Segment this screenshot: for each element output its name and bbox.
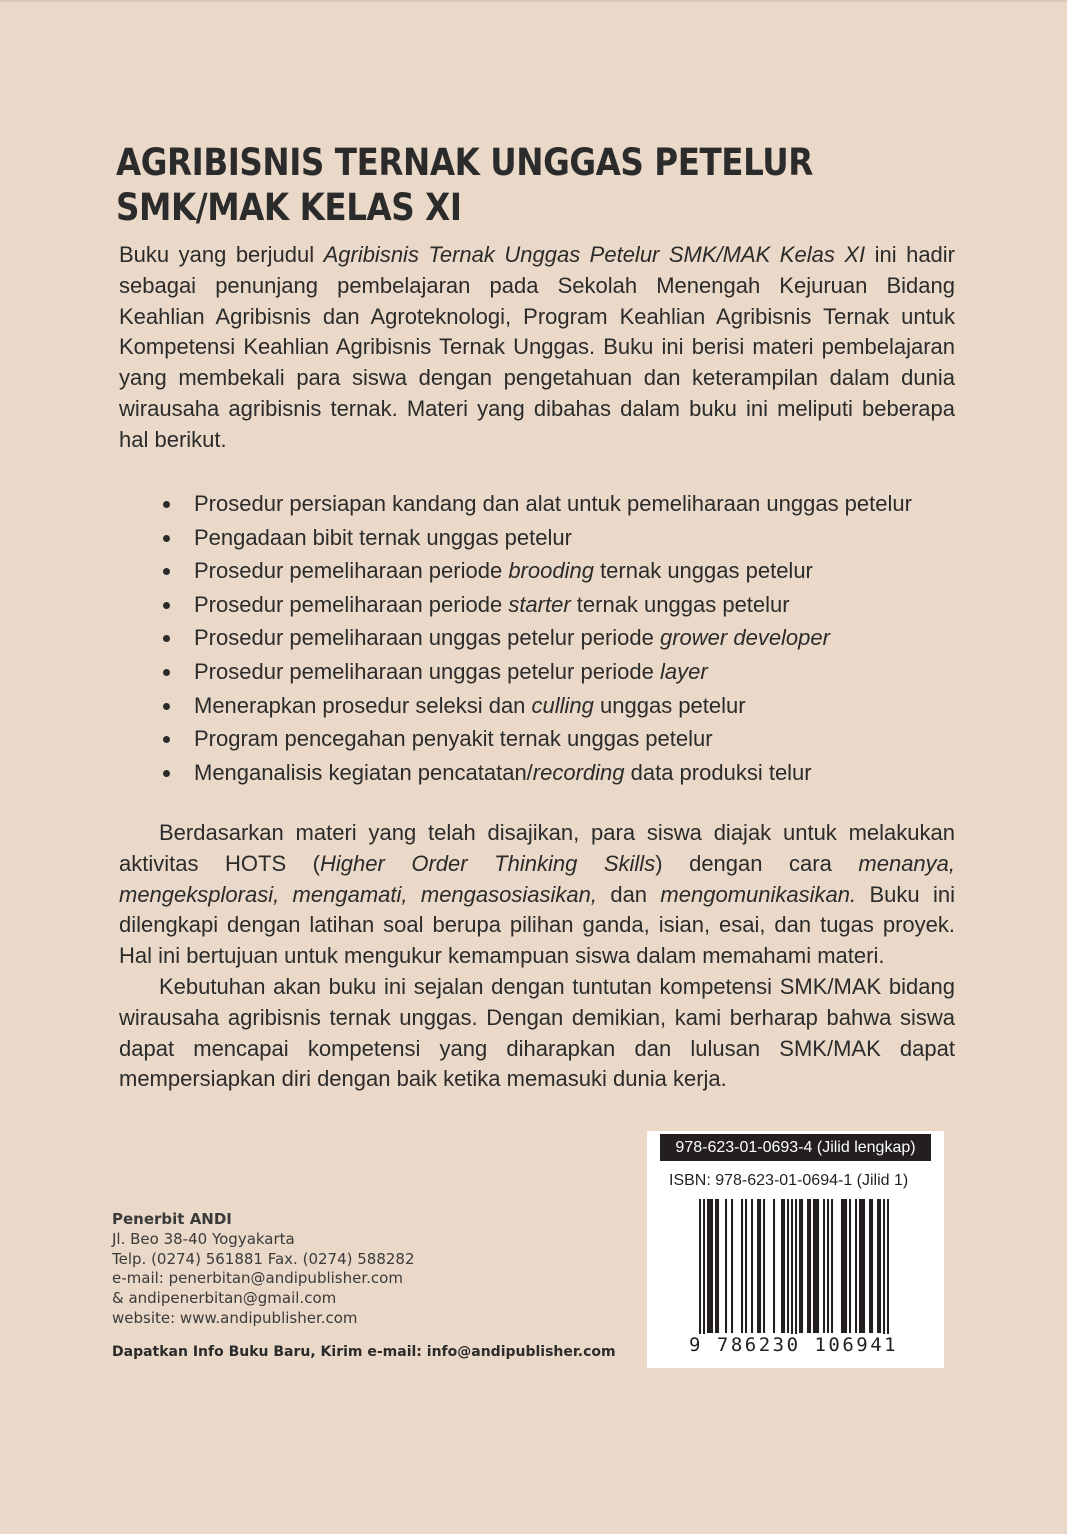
barcode-bar [703,1199,705,1347]
barcode-bar [741,1199,743,1333]
barcode-bar [773,1199,775,1333]
topic-list [160,487,912,789]
closing-paragraph-1: Berdasarkan materi yang telah disajikan, para siswa diajak untuk melakukan aktivitas HOTS (Higher Order Thinking Skills) dengan cara menanya, mengeksplorasi, mengamati, mengasosiasikan, dan mengomunikasikan. Buku ini dilengkapi dengan latihan soal berupa pilihan ganda, isian, esai, dan tugas proyek. Hal ini bertujuan untuk mengukur kemampuan siswa dalam memahami materi. [119,820,956,969]
isbn-block [647,1131,944,1368]
barcode-bar [817,1199,819,1333]
barcode-bar [791,1199,793,1347]
barcode-bar [859,1199,861,1333]
topic-item: Program pencegahan penyakit ternak unggas petelur [160,722,912,756]
barcode-bar [861,1199,863,1333]
barcode-bar [807,1199,809,1333]
publisher-address: Jl. Beo 38-40 Yogyakarta [112,1229,295,1248]
barcode-bar [763,1199,765,1333]
barcode-bar [715,1199,717,1333]
book-title-line1: AGRIBISNIS TERNAK UNGGAS PETELUR [116,141,813,184]
barcode-bar [843,1199,845,1333]
publisher-info [112,1210,415,1329]
barcode-bar [827,1199,829,1333]
topic-item: Prosedur persiapan kandang dan alat untuk pemeliharaan unggas petelur [160,487,912,521]
topic-item: Menerapkan prosedur seleksi dan culling unggas petelur [160,689,912,723]
barcode-bar [699,1199,701,1347]
topic-item: Prosedur pemeliharaan unggas petelur periode layer [160,655,912,689]
barcode-bar [849,1199,851,1333]
barcode-bar [799,1199,801,1333]
topic-item: Pengadaan bibit ternak unggas petelur [160,521,912,555]
intro-paragraph [119,240,955,456]
barcode-bar [815,1199,817,1333]
book-title [116,140,813,230]
barcode-bar [801,1199,803,1333]
barcode-bar [845,1199,847,1333]
topic-item: Prosedur pemeliharaan periode starter ternak unggas petelur [160,588,912,622]
barcode-bar [855,1199,857,1333]
barcode-bar [711,1199,713,1333]
publisher-name: Penerbit ANDI [112,1210,232,1228]
barcode-bar [759,1199,761,1333]
barcode-bar [707,1199,709,1333]
topic-item: Prosedur pemeliharaan unggas petelur periode grower developer [160,621,912,655]
publisher-email: e-mail: penerbitan@andipublisher.com [112,1269,403,1288]
intro-suffix: ini hadir sebagai penunjang pembelajaran pada Sekolah Menengah Kejuruan Bidang Keahlian Agribisnis dan Agroteknologi, Program Keahlian Agribisnis Ternak untuk Kompetensi Keahlian Agribisnis Ternak Unggas. Buku ini berisi materi pembelajaran yang membekali para siswa dengan pengetahuan dan keterampilan dalam dunia wirausaha agribisnis ternak. Materi yang dibahas dalam buku ini meliputi beberapa hal berikut. [119,242,956,452]
barcode-bar [887,1199,889,1347]
barcode-bar [781,1199,783,1333]
new-book-info: Dapatkan Info Buku Baru, Kirim e-mail: info@andipublisher.com [112,1344,616,1360]
isbn-volume-label: ISBN: 978-623-01-0694-1 (Jilid 1) [669,1172,909,1189]
barcode-bar [877,1199,879,1333]
barcode-bar [869,1199,871,1333]
barcode-bar [745,1199,747,1333]
barcode-bar [863,1199,865,1333]
barcode-bar [751,1199,753,1333]
barcode-bar [725,1199,727,1333]
barcode-bar [883,1199,885,1347]
barcode-bar [841,1199,843,1333]
barcode-image [699,1199,889,1347]
barcode-bar [813,1199,815,1333]
barcode-bar [757,1199,759,1333]
barcode-bar [871,1199,873,1333]
barcode-bar [731,1199,733,1333]
barcode-bar [795,1199,797,1347]
barcode-bar [709,1199,711,1333]
topic-item: Prosedur pemeliharaan periode brooding ternak unggas petelur [160,554,912,588]
barcode-bar [879,1199,881,1333]
topic-item: Menganalisis kegiatan pencatatan/recording data produksi telur [160,756,912,790]
publisher-phone: Telp. (0274) 561881 Fax. (0274) 588282 [112,1249,415,1268]
barcode-bar [717,1199,719,1333]
barcode-bar [787,1199,789,1333]
barcode-bar [783,1199,785,1333]
isbn-complete-label: 978-623-01-0693-4 (Jilid lengkap) [660,1134,931,1161]
closing-paragraph-2: Kebutuhan akan buku ini sejalan dengan tuntutan kompetensi SMK/MAK bidang wirausaha agribisnis ternak unggas. Dengan demikian, kami berharap bahwa siswa dapat mencapai kompetensi yang diharapkan dan lulusan SMK/MAK dapat mempersiapkan diri dengan baik ketika memasuki dunia kerja. [119,973,955,1092]
book-title-line2: SMK/MAK KELAS XI [116,186,462,229]
barcode-bar [809,1199,811,1333]
barcode-bar [823,1199,825,1333]
publisher-website: website: www.andipublisher.com [112,1308,358,1327]
closing-section [119,818,955,1095]
publisher-email-alt: & andipenerbitan@gmail.com [112,1289,337,1308]
intro-prefix: Buku yang berjudul [119,242,324,267]
intro-book-title: Agribisnis Ternak Unggas Petelur SMK/MAK Kelas XI [323,242,866,267]
barcode-digits: 9 786230 106941 [689,1334,899,1356]
barcode-bar [831,1199,833,1333]
